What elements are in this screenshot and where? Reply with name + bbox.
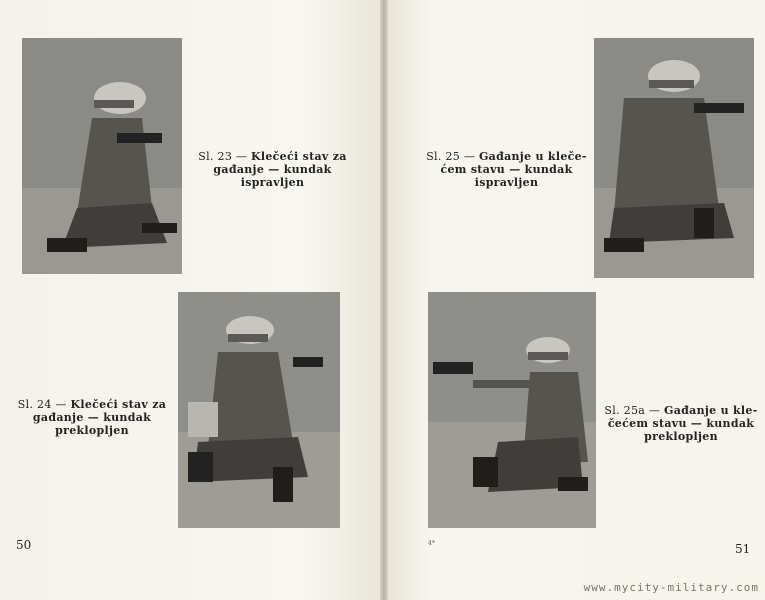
watermark: www.mycity-military.com — [583, 581, 759, 594]
caption-line: Klečeći stav za — [70, 398, 167, 411]
caption-label: Sl. 24 — — [17, 398, 67, 411]
caption-fig25a — [602, 404, 760, 443]
caption-line: Klečeći stav za — [251, 150, 347, 163]
caption-label: Sl. 23 — — [198, 150, 248, 163]
caption-line: Gađanje u kle- — [664, 404, 758, 417]
caption-label: Sl. 25a — — [604, 404, 661, 417]
caption-line: Gađanje u kleče- — [478, 150, 587, 163]
caption-line: ispravljen — [474, 176, 539, 189]
caption-line: gađanje — kundak — [213, 163, 332, 176]
photo-fig25a — [428, 292, 596, 528]
caption-line: čećem stavu — kundak — [607, 417, 755, 430]
caption-line: ćem stavu — kundak — [440, 163, 573, 176]
page-number-left: 50 — [16, 538, 32, 552]
photo-fig23 — [22, 38, 182, 274]
caption-line: ispravljen — [240, 176, 305, 189]
photo-fig24 — [178, 292, 340, 528]
caption-label: Sl. 25 — — [426, 150, 476, 163]
caption-fig25 — [424, 150, 589, 189]
book-gutter — [380, 0, 388, 600]
caption-fig23 — [190, 150, 355, 189]
caption-line: gađanje — kundak — [32, 411, 152, 424]
caption-line: preklopljen — [55, 424, 129, 437]
caption-fig24 — [12, 398, 172, 437]
caption-line: preklopljen — [644, 430, 718, 443]
photo-fig25 — [594, 38, 754, 278]
signature-mark: 4* — [428, 540, 435, 547]
page-number-right: 51 — [735, 542, 751, 556]
